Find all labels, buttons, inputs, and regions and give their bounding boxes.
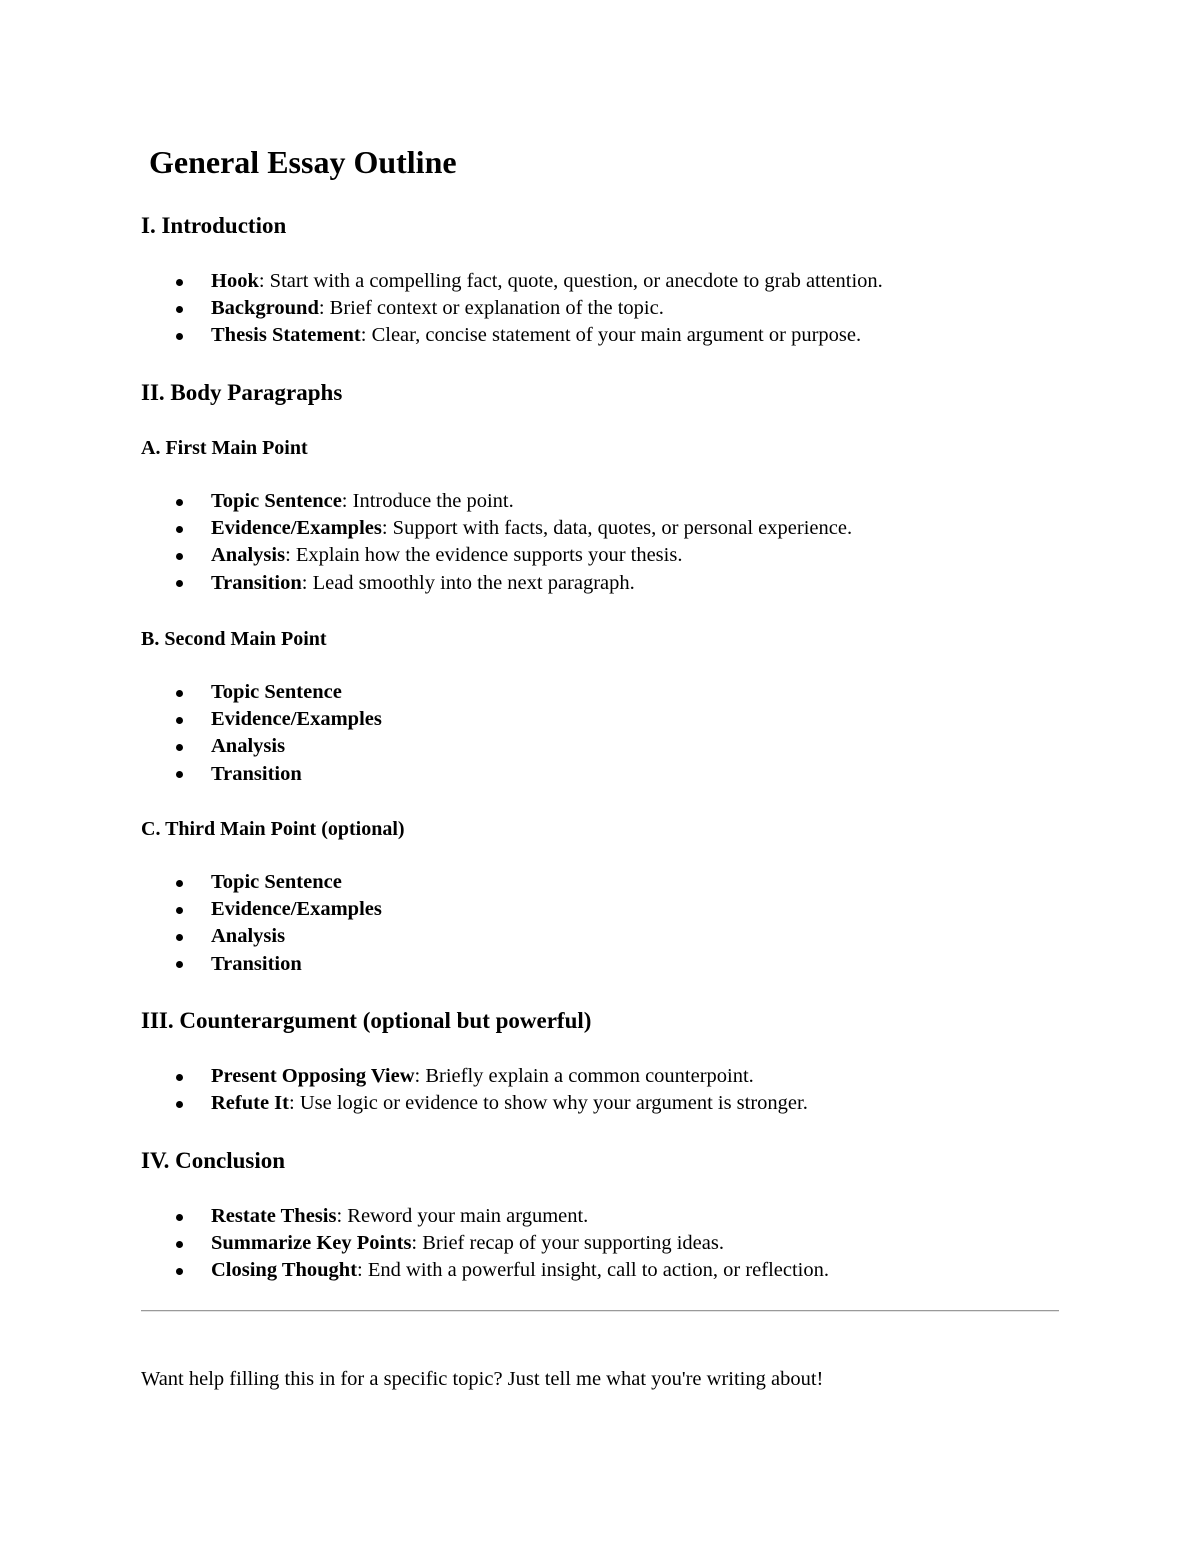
bullet-icon (176, 580, 183, 587)
section-heading-counterargument: III. Counterargument (optional but powerful) (141, 1008, 592, 1033)
item-term: Evidence/Examples (211, 708, 382, 731)
item-term: Topic Sentence (211, 871, 342, 893)
item-description: : Clear, concise statement of your main argument or purpose. (360, 324, 862, 347)
section-heading-body-paragraphs: II. Body Paragraphs (141, 380, 343, 405)
bullet-icon (176, 553, 183, 560)
item-term: Summarize Key Points (211, 1232, 412, 1255)
item-term: Evidence/Examples (211, 898, 382, 921)
bullet-icon (176, 771, 183, 778)
item-term: Present Opposing View (211, 1065, 415, 1087)
item-term: Background (211, 297, 319, 320)
item-description: : Start with a compelling fact, quote, question, or anecdote to grab attention. (258, 270, 883, 292)
subsection-heading-first-main-point: A. First Main Point (141, 437, 308, 459)
section-heading-introduction: I. Introduction (141, 213, 287, 238)
item-term: Closing Thought (211, 1259, 358, 1282)
footer-note: Want help filling this in for a specific topic? Just tell me what you're writing about! (141, 1368, 824, 1390)
bullet-icon (176, 499, 183, 506)
horizontal-divider (141, 1310, 1059, 1312)
item-description: : End with a powerful insight, call to action, or reflection. (357, 1259, 829, 1282)
item-description: : Reword your main argument. (336, 1205, 589, 1227)
bullet-icon (176, 744, 183, 751)
item-term: Transition (211, 952, 302, 975)
bullet-icon (176, 961, 183, 968)
item-term: Thesis Statement (211, 324, 361, 347)
bullet-icon (176, 717, 183, 724)
item-term: Evidence/Examples (211, 517, 382, 540)
bullet-icon (176, 880, 183, 887)
bullet-icon (176, 934, 183, 941)
bullet-icon (176, 1074, 183, 1081)
bullet-icon (176, 333, 183, 340)
bullet-icon (176, 690, 183, 697)
bullet-icon (176, 306, 183, 313)
item-description: : Brief context or explanation of the topic. (318, 297, 664, 320)
item-term: Topic Sentence (211, 681, 342, 703)
bullet-icon (176, 1241, 183, 1248)
bullet-icon (176, 907, 183, 914)
item-description: : Introduce the point. (341, 490, 514, 512)
item-description: : Explain how the evidence supports your thesis. (285, 544, 683, 567)
item-term: Restate Thesis (211, 1205, 337, 1227)
item-term: Analysis (211, 925, 286, 948)
item-description: : Briefly explain a common counterpoint. (414, 1065, 754, 1087)
item-term: Refute It (211, 1092, 289, 1115)
bullet-icon (176, 1214, 183, 1221)
item-description: : Support with facts, data, quotes, or personal experience. (381, 517, 853, 540)
page-title: General Essay Outline (149, 144, 457, 180)
section-heading-conclusion: IV. Conclusion (141, 1148, 286, 1173)
item-term: Transition (211, 571, 302, 594)
item-description: : Lead smoothly into the next paragraph. (301, 571, 635, 594)
bullet-icon (176, 526, 183, 533)
item-description: : Use logic or evidence to show why your argument is stronger. (289, 1092, 808, 1115)
item-description: : Brief recap of your supporting ideas. (411, 1232, 724, 1255)
item-term: Hook (211, 270, 259, 292)
bullet-icon (176, 1101, 183, 1108)
bullet-icon (176, 1268, 183, 1275)
item-term: Transition (211, 762, 302, 785)
item-term: Analysis (211, 735, 286, 758)
item-term: Topic Sentence (211, 490, 342, 512)
subsection-heading-second-main-point: B. Second Main Point (141, 628, 327, 650)
subsection-heading-third-main-point: C. Third Main Point (optional) (141, 818, 405, 840)
bullet-icon (176, 279, 183, 286)
item-term: Analysis (211, 544, 286, 567)
